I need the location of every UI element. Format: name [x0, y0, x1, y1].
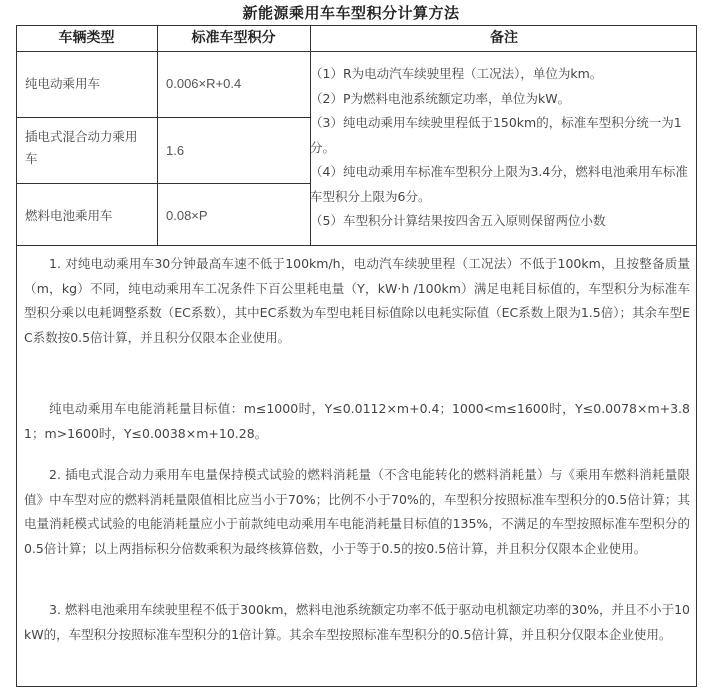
- row-divider: [16, 183, 311, 184]
- paragraph-phev-rule: 2. 插电式混合动力乘用车电量保持模式试验的燃料消耗量（不含电能转化的燃料消耗量）与《乘用车燃料消耗量限值》中车型对应的燃料消耗量限值相比应当小于70%；比例不小于70%的，车型积分按照标准车型积分的0.5倍计算；其电量消耗模式试验的电能消耗量应小于前款纯电动乘用车电能消耗量目标值的135%，不满足的车型按照标准车型积分的0.5倍计算；以上两指标积分倍数乘积为最终核算倍数，小于等于0.5的按0.5倍计算，并且积分仅限本企业使用。: [24, 467, 690, 556]
- notes-list: [310, 62, 692, 234]
- note-item: （5）车型积分计算结果按四舍五入原则保留两位小数: [310, 213, 606, 228]
- score-fcev: 0.08×P: [166, 208, 208, 223]
- header-vehicle-type: 车辆类型: [58, 30, 115, 46]
- note-item: （2）P为燃料电池系统额定功率，单位为kW。: [310, 90, 571, 106]
- note-item: （4）纯电动乘用车标准车型积分上限为3.4分，燃料电池乘用车标准车型积分上限为6分。: [310, 164, 688, 204]
- note-item: （3）纯电动乘用车续驶里程低于150km的，标准车型积分统一为1分。: [310, 115, 682, 155]
- column-divider: [157, 25, 158, 246]
- score-phev: 1.6: [166, 143, 185, 158]
- score-bev: 0.006×R+0.4: [166, 76, 242, 91]
- row-divider: [16, 117, 311, 118]
- vehicle-type-fcev: 燃料电池乘用车: [25, 208, 113, 223]
- vehicle-type-phev: 插电式混合动力乘用车: [25, 129, 138, 166]
- header-standard-score: 标准车型积分: [191, 30, 276, 46]
- paragraph-bev-rule: 1. 对纯电动乘用车30分钟最高车速不低于100km/h，电动汽车续驶里程（工况法）不低于100km，且按整备质量（m，kg）不同，纯电动乘用车工况条件下百公里耗电量（Y，kW·h /100km）满足电耗目标值的，车型积分为标准车型积分乘以电耗调整系数（EC系数），其中EC系数为车型电耗目标值除以电耗实际值（EC系数上限为1.5倍）；其余车型EC系数按0.5倍计算，并且积分仅限本企业使用。: [24, 256, 690, 345]
- page-title: 新能源乘用车车型积分计算方法: [242, 4, 460, 22]
- header-divider: [16, 51, 697, 52]
- vehicle-type-bev: 纯电动乘用车: [25, 76, 101, 91]
- paragraph-fcev-rule: 3. 燃料电池乘用车续驶里程不低于300km，燃料电池系统额定功率不低于驱动电机额定功率的30%，并且不小于10kW的，车型积分按照标准车型积分的1倍计算。其余车型按照标准车型积分的0.5倍计算，并且积分仅限本企业使用。: [24, 602, 690, 642]
- note-item: （1）R为电动汽车续驶里程（工况法），单位为km。: [310, 66, 603, 81]
- table-bottom-divider: [16, 245, 697, 246]
- paragraph-bev-target: 纯电动乘用车电能消耗量目标值：m≤1000时，Y≤0.0112×m+0.4；1000<m≤1600时，Y≤0.0078×m+3.81；m>1600时，Y≤0.0038×m+10.28。: [24, 401, 690, 441]
- header-notes: 备注: [490, 30, 518, 46]
